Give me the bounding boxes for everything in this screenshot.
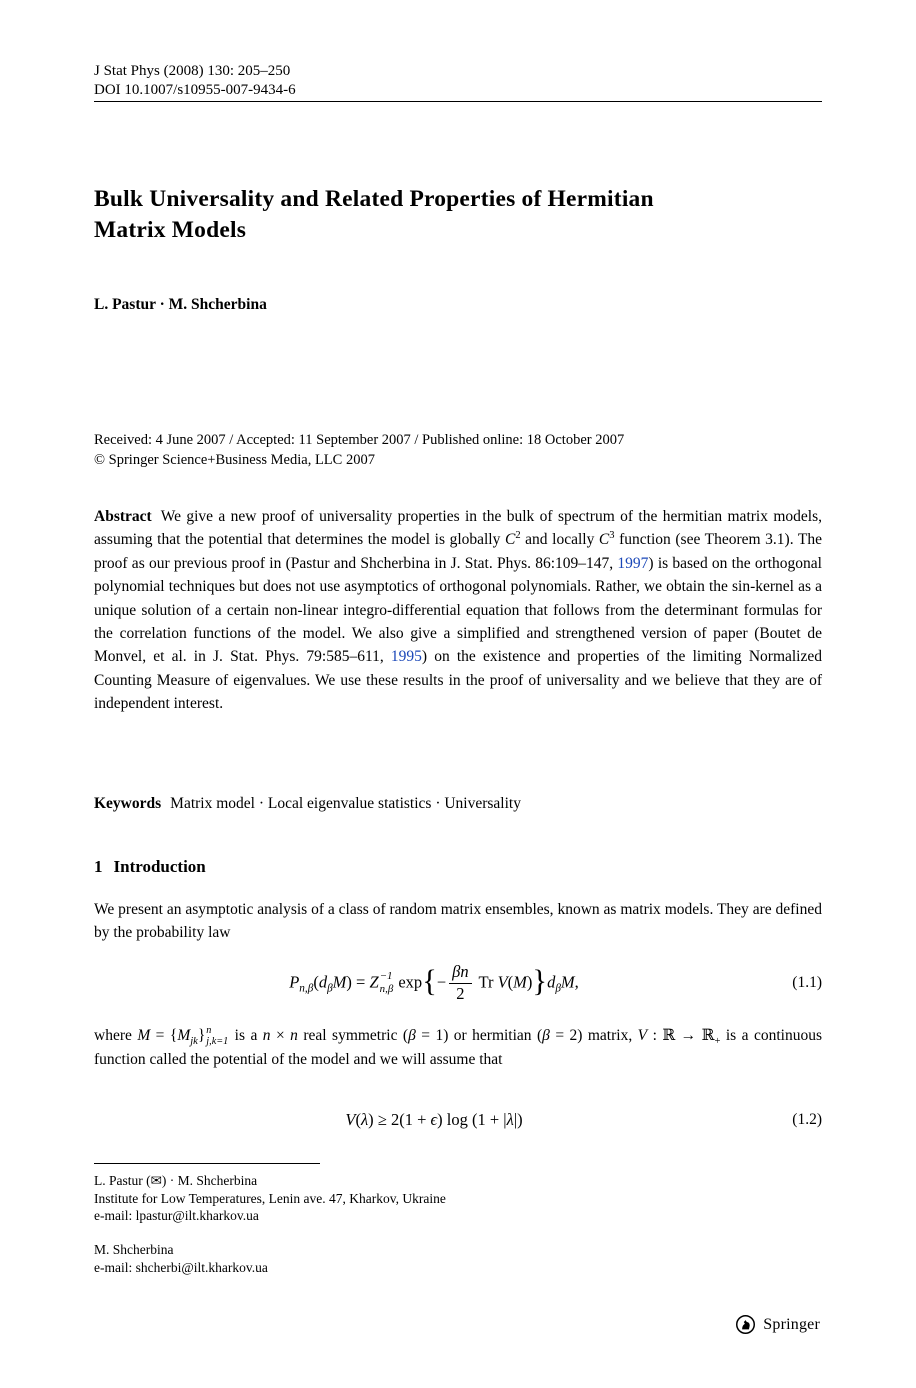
- received-line: Received: 4 June 2007 / Accepted: 11 September 2007 / Published online: 18 October 2007: [94, 432, 625, 448]
- abstract-text: We give a new proof of universality properties in the bulk of spectrum of the hermitian matrix models, assuming that the potential that determines the model is globally $C^2$ and locally $C^3$ function (see Theorem 3.1). The proof as our previous proof in (Pastur and Shcherbina in J. Stat. Phys. 86:109–147, 1997) is based on the orthogonal polynomial techniques but does not use asymptotics of orthogonal polynomials. Rather, we obtain the sin-kernel as a unique solution of a certain non-linear integro-differential equation that follows from the determinant formulas for the correlation functions of the model. We also give a simplified and strengthened version of paper (Boutet de Monvel, et al. in J. Stat. Phys. 79:585–611, 1995) on the existence and properties of the limiting Normalized Counting Measure of eigenvalues. We use these results in the proof of universality and we believe that they are of independent interest.: [94, 508, 822, 713]
- footnote-email-1: e-mail: lpastur@ilt.kharkov.ua: [94, 1208, 259, 1223]
- abstract-paragraph: [94, 505, 822, 716]
- section-heading: [94, 857, 822, 877]
- keywords-text: Matrix model · Local eigenvalue statistics · Universality: [170, 795, 521, 812]
- footnote-author-2: M. Shcherbina: [94, 1242, 174, 1257]
- abstract-label: Abstract: [94, 508, 152, 525]
- section-heading-text: Introduction: [113, 857, 206, 876]
- keywords-line: [94, 795, 822, 813]
- springer-logo-icon: [735, 1314, 756, 1335]
- citation-year-link[interactable]: 1997: [617, 554, 649, 572]
- doi-line: DOI 10.1007/s10955-007-9434-6: [94, 82, 296, 98]
- article-title: [94, 184, 822, 246]
- page-header: [94, 62, 822, 100]
- footnote-affiliation-2: [94, 1241, 822, 1276]
- footnote-email-2: e-mail: shcherbi@ilt.kharkov.ua: [94, 1259, 268, 1275]
- citation-year-link[interactable]: 1995: [390, 648, 422, 666]
- intro-paragraph-2: where $M = \{M_{jk}\}$ n j,k=1 is a n × n real symmetric (β = 1) or hermitian (β = 2) matrix, V : ℝ → ℝ$_+$ is a continuous function called the potential of the model and we will assume that: [94, 1024, 822, 1069]
- equation-1-2: [94, 1100, 822, 1140]
- intro-paragraph-1: We present an asymptotic analysis of a class of random matrix ensembles, known as matrix models. They are defined by the probability law: [94, 901, 822, 942]
- article-title-line1: Bulk Universality and Related Properties of Hermitian: [94, 186, 654, 212]
- copyright-line: © Springer Science+Business Media, LLC 2007: [94, 451, 375, 468]
- author-line: L. Pastur · M. Shcherbina: [94, 296, 267, 313]
- equation-number: (1.2): [792, 1111, 822, 1128]
- fraction: $\frac{\beta n}{2}$: [449, 963, 471, 1004]
- publisher-logo: [735, 1314, 820, 1335]
- publisher-name: Springer: [763, 1315, 820, 1333]
- sup-sub-stack: n j,k=1: [206, 1024, 229, 1048]
- article-title-line2: Matrix Models: [94, 217, 247, 243]
- publication-history: [94, 431, 822, 470]
- equation-1-1: [94, 956, 822, 1010]
- footnote-affiliation-1: [94, 1172, 822, 1225]
- equation-1-1-body: $P_{n,\beta}(d_\beta M) = Z$ −1 n,β exp{− $\frac{\beta n}{2}$ Tr $V(M)\}d_\beta M$,: [289, 961, 579, 1003]
- section-number: 1: [94, 857, 103, 876]
- sup-sub-stack: −1 n,β: [379, 970, 394, 995]
- footnote-rule: [94, 1163, 320, 1164]
- footnote-authors: L. Pastur (✉) · M. Shcherbina: [94, 1173, 258, 1188]
- journal-reference: J Stat Phys (2008) 130: 205–250: [94, 63, 291, 79]
- footnote-institute: Institute for Low Temperatures, Lenin ave. 47, Kharkov, Ukraine: [94, 1190, 446, 1206]
- equation-1-2-body: V(λ) ≥ 2(1 + ϵ) log (1 + |λ|): [345, 1110, 523, 1129]
- header-rule: [94, 101, 822, 102]
- keywords-label: Keywords: [94, 795, 162, 812]
- equation-number: (1.1): [792, 974, 822, 991]
